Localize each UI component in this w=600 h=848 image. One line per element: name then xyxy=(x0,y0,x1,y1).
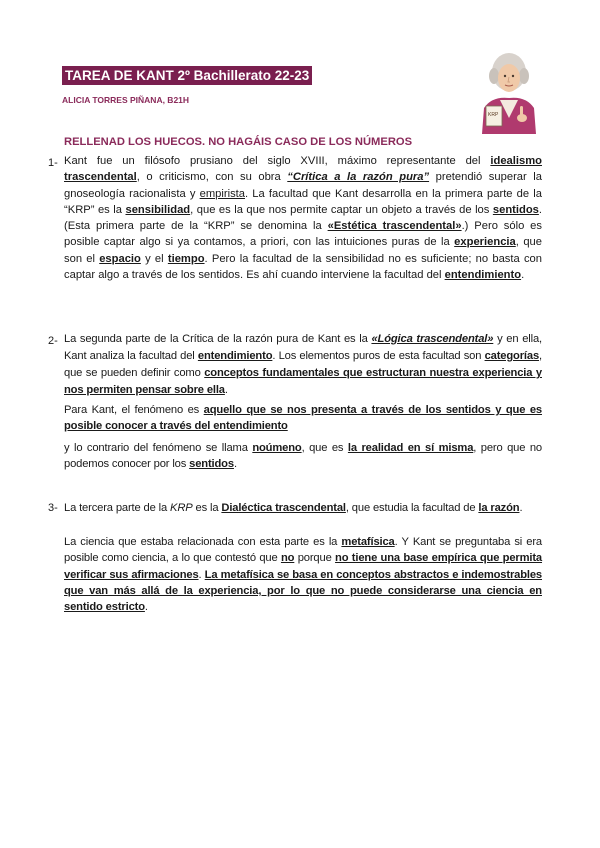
question-2-number: 2- xyxy=(48,335,58,347)
question-2-text: La segunda parte de la Crítica de la razón pura de Kant es la «Lógica trascendental» y en ella, Kant analiza la facultad del entendimiento. Los elementos puros de esta facultad son categorías, que se pueden definir como conceptos fundamentales que estructuran nuestra experiencia y nos permiten pensar sobre ella. xyxy=(64,333,542,396)
question-3-number: 3- xyxy=(48,502,58,514)
answer: sensibilidad xyxy=(125,203,191,216)
answer: la realidad en sí misma xyxy=(347,442,474,454)
answer: no xyxy=(280,552,295,565)
answer: “Crítica a la razón pura” xyxy=(287,171,430,184)
answer: la razón xyxy=(478,502,520,514)
answer: conceptos fundamentales que estructuran nuestra experiencia y nos permiten pensar sobre ella xyxy=(64,367,542,396)
answer: no tiene una base empírica que permita verificar sus afirmaciones xyxy=(64,552,543,581)
answer: entendimiento xyxy=(197,350,273,362)
question-1-number: 1- xyxy=(48,157,58,169)
answer: aquello que se nos presenta a través de los sentidos y que es posible conocer a través del entendimiento xyxy=(64,404,542,432)
answer: «Lógica trascendental» xyxy=(371,333,494,345)
author-line: ALICIA TORRES PIÑANA, B21H xyxy=(62,95,190,105)
question-3-metaphysics: La ciencia que estaba relacionada con esta parte es la metafísica. Y Kant se preguntaba si era posible como ciencia, a lo que contestó que no porque no tiene una base empírica que permita verificar sus afirmaciones. La metafísica se basa en conceptos abstractos e indemostrables que van más allá de la experiencia, por lo que no puede considerarse una ciencia en sentido estricto. xyxy=(64,536,543,614)
answer: noúmeno xyxy=(252,442,302,454)
question-2-noumenon: y lo contrario del fenómeno se llama noúmeno, que es la realidad en sí misma, pero que no podemos conocer por los sentidos. xyxy=(64,442,542,470)
question-3-text: La tercera parte de la KRP es la Dialéctica trascendental, que estudia la facultad de la razón. xyxy=(64,502,523,514)
answer: sentidos xyxy=(492,203,539,216)
answer: experiencia xyxy=(454,236,516,249)
answer: tiempo xyxy=(167,252,205,265)
answer: sentidos xyxy=(189,458,234,470)
book-label: KRP xyxy=(488,112,499,118)
answer: espacio xyxy=(99,252,141,265)
answer: metafísica xyxy=(341,536,395,548)
answer: empirista xyxy=(199,187,246,200)
kant-portrait xyxy=(474,48,544,134)
page-title: TAREA DE KANT 2º Bachillerato 22-23 xyxy=(62,66,312,85)
answer: entendimiento xyxy=(444,269,522,282)
answer: La metafísica se basa en conceptos abstractos e indemostrables que van más allá de la experiencia, por lo que no puede considerarse una ciencia en sentido estricto xyxy=(64,568,543,614)
question-1-text: Kant fue un filósofo prusiano del siglo XVIII, máximo representante del idealismo trascendental, o criticismo, con su obra “Crítica a la razón pura” pretendió superar la gnoseología racionalista y empirista. La facultad que Kant desarrolla en la primera parte de la “KRP” es la sensibilidad, que es la que nos permite captar un objeto a través de los sentidos. (Esta primera parte de la “KRP” se denomina la «Estética trascendental».) Pero sólo es posible captar algo si ya contamos, a priori, con las intuiciones puras de la experiencia, que son el espacio y el tiempo. Pero la facultad de la sensibilidad no es suficiente; no basta con captar algo a través de los sentidos. Es ahí cuando interviene la facultad del entendimiento. xyxy=(64,155,542,282)
answer: «Estética trascendental» xyxy=(327,220,462,233)
answer: categorías xyxy=(484,350,540,362)
answer: Dialéctica trascendental xyxy=(221,502,346,514)
question-2-phenomenon: Para Kant, el fenómeno es aquello que se nos presenta a través de los sentidos y que es posible conocer a través del entendimiento xyxy=(64,404,542,432)
instructions-heading: RELLENAD LOS HUECOS. NO HAGÁIS CASO DE LOS NÚMEROS xyxy=(64,136,413,148)
answer: idealismo trascendental xyxy=(64,155,542,184)
